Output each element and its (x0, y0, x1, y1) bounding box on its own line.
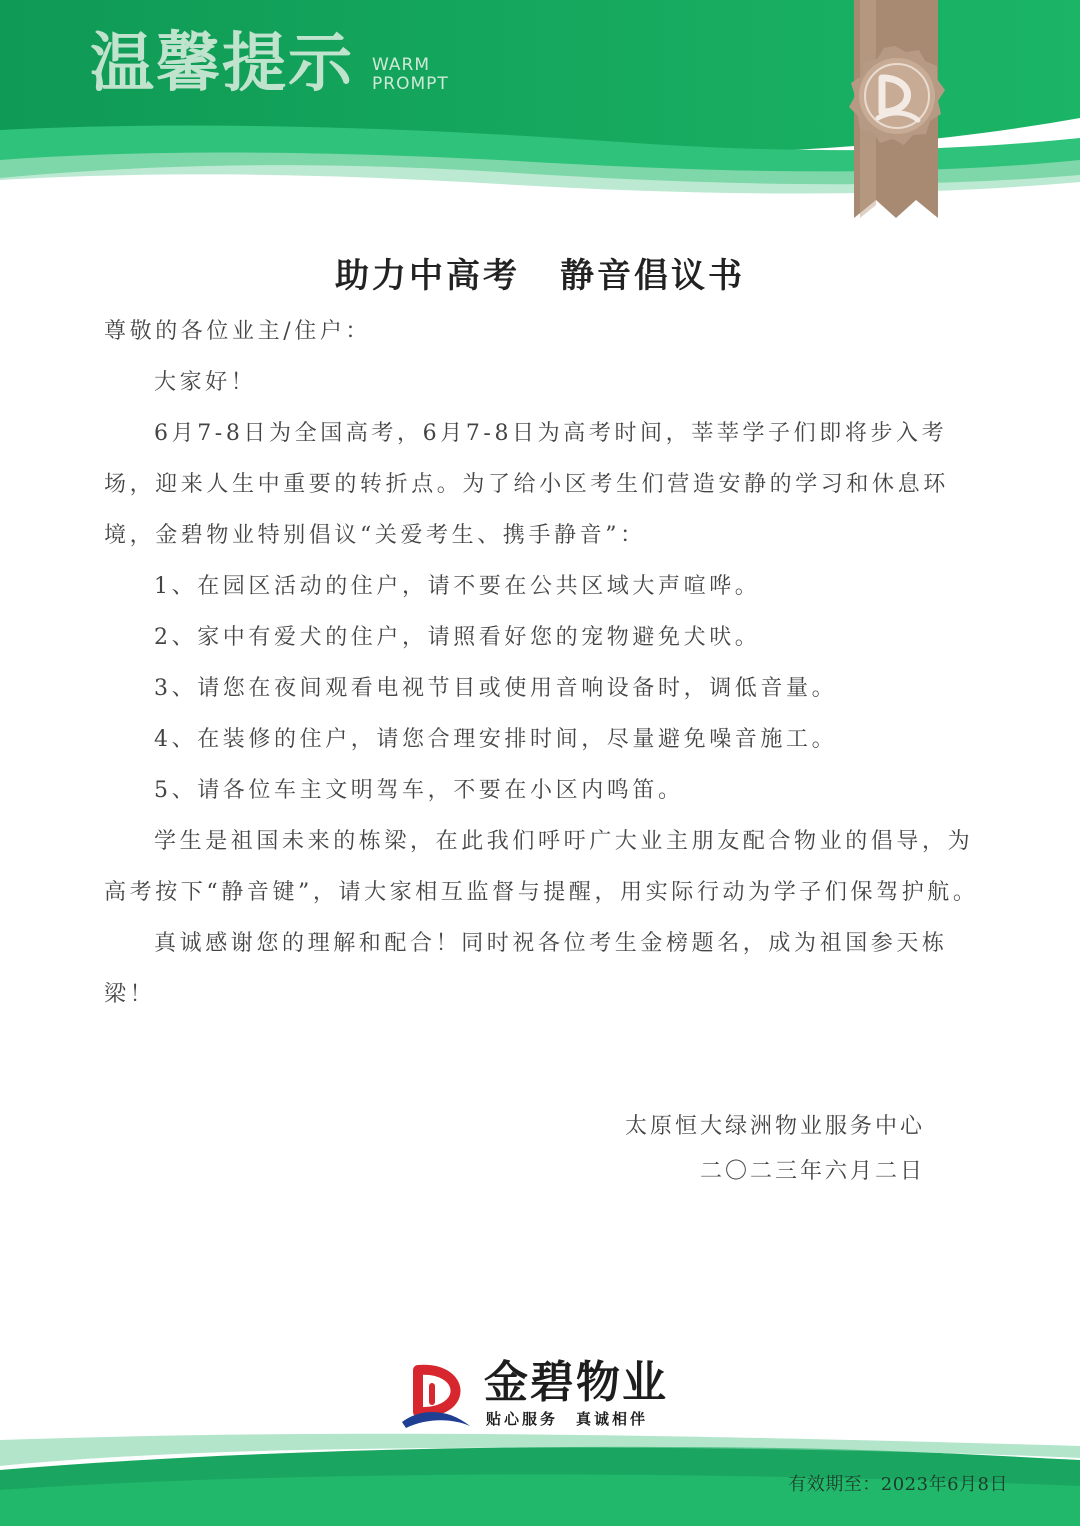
document-body (104, 306, 980, 1020)
list-item: 5、请各位车主文明驾车，不要在小区内鸣笛。 (154, 778, 684, 803)
salutation: 尊敬的各位业主/住户： (104, 319, 372, 344)
bronze-seal-icon (820, 0, 970, 230)
warm-prompt-subtitle (372, 56, 449, 94)
signature-org: 太原恒大绿洲物业服务中心 (624, 1114, 925, 1139)
greeting: 大家好！ (154, 370, 257, 395)
logo-mark-icon (396, 1356, 476, 1436)
warm-prompt-title: 温馨提示 (90, 27, 354, 101)
intro-paragraph: 6月7-8日为全国高考，6月7-8日为高考时间，莘莘学子们即将步入考场，迎来人生中重要的转折点。为了给小区考生们营造安静的学习和休息环境，金碧物业特别倡议“关爱考生、携手静音”： (104, 421, 949, 548)
appeal-paragraph: 学生是祖国未来的栋梁，在此我们呼吁广大业主朋友配合物业的倡导，为高考按下“静音键”，请大家相互监督与提醒，用实际行动为学子们保驾护航。 (104, 829, 979, 905)
document-title (0, 248, 1080, 297)
logo-slogan: 贴心服务 真诚相伴 (486, 1410, 649, 1428)
subtitle-line2: PROMPT (372, 74, 449, 94)
signature-block (625, 1104, 925, 1194)
list-item: 4、在装修的住户，请您合理安排时间，尽量避免噪音施工。 (154, 727, 838, 752)
validity-date: 有效期至：2023年6月8日 (788, 1474, 1008, 1495)
document-title-part1: 助力中高考 (335, 256, 520, 296)
logo-company-name: 金碧物业 (484, 1357, 668, 1408)
list-item: 3、请您在夜间观看电视节目或使用音响设备时，调低音量。 (154, 676, 838, 701)
company-logo (396, 1356, 696, 1436)
subtitle-line1: WARM (372, 55, 430, 75)
signature-date: 二〇二三年六月二日 (699, 1159, 925, 1184)
list-item: 2、家中有爱犬的住户，请照看好您的宠物避免犬吠。 (154, 625, 761, 650)
closing-paragraph: 真诚感谢您的理解和配合！同时祝各位考生金榜题名，成为祖国参天栋梁！ (104, 931, 948, 1007)
list-item: 1、在园区活动的住户，请不要在公共区域大声喧哗。 (154, 574, 761, 599)
document-title-part2: 静音倡议书 (560, 256, 745, 296)
